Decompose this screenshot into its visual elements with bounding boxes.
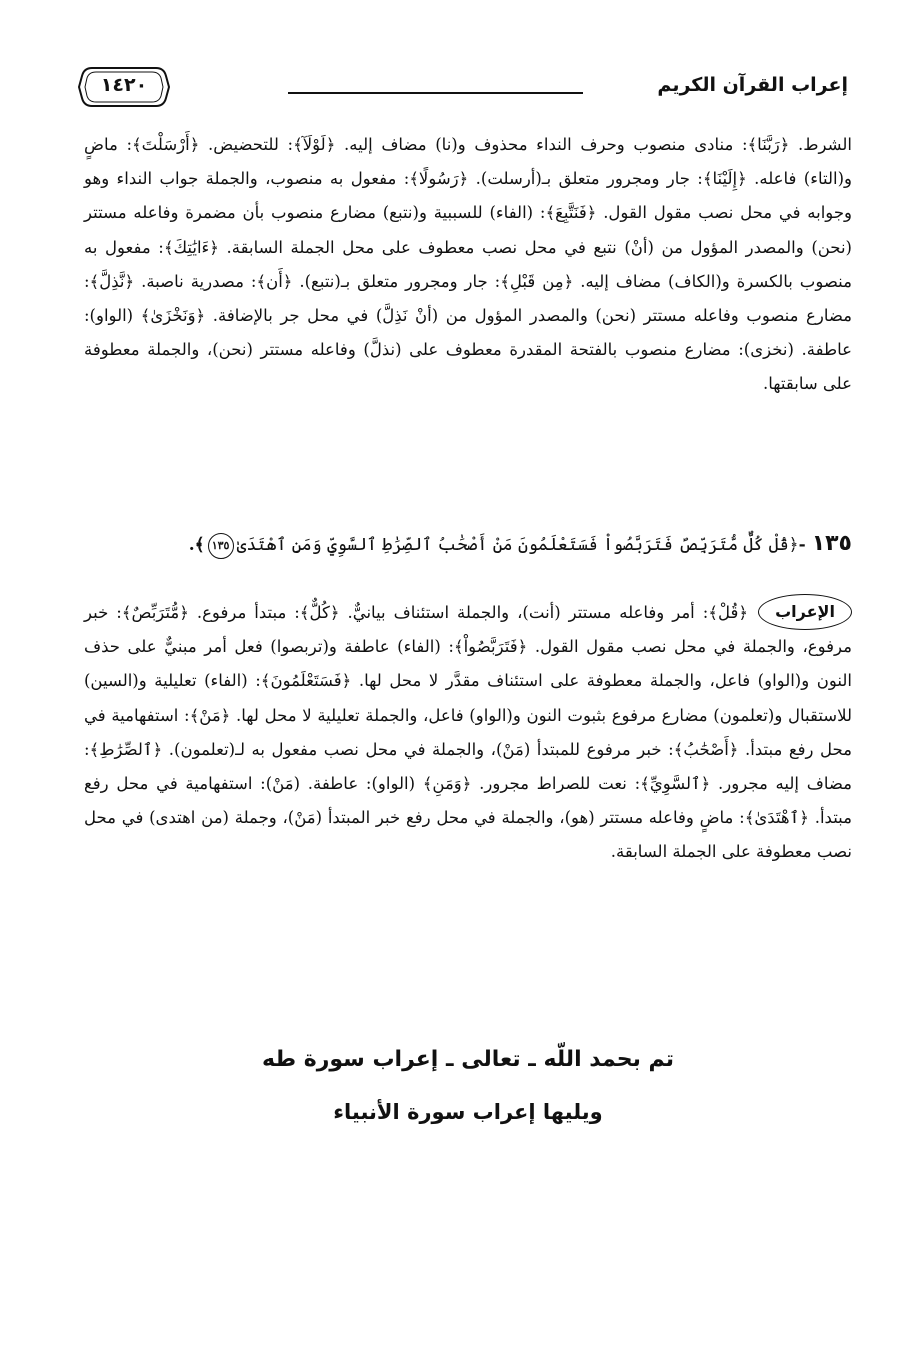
closing-block	[84, 1040, 852, 1132]
verse-number: ١٣٥	[811, 531, 852, 556]
book-title: إعراب القرآن الكريم	[657, 74, 848, 96]
page-number: ١٤٢٠	[100, 74, 148, 96]
paragraph-1	[84, 128, 852, 402]
paragraph-1-text: الشرط. ﴿رَبَّنَا﴾: منادى منصوب وحرف النداء محذوف و(نا) مضاف إليه. ﴿لَوْلَآ﴾: للتحضيض. ﴿أَرْسَلْتَ﴾: ماضٍ و(التاء) فاعله. ﴿إِلَيْنَا﴾: جار ومجرور متعلق بـ(أرسلت). ﴿رَسُولًا﴾: مفعول به منصوب، والجملة جواب النداء وهو وجوابه في محل نصب مقول القول. ﴿فَنَتَّبِعَ﴾: (الفاء) للسببية و(نتبع) مضارع منصوب بأن مضمرة وفاعله مستتر (نحن) والمصدر المؤول من (أنْ) نتبع في محل نصب معطوف على محل الجملة السابقة. ﴿ءَايَٰتِكَ﴾: مفعول به منصوب بالكسرة و(الكاف) مضاف إليه. ﴿مِن قَبْلِ﴾: جار ومجرور متعلق بـ(نتبع). ﴿أَن﴾: مصدرية ناصبة. ﴿نَّذِلَّ﴾: مضارع منصوب وفاعله مستتر (نحن) والمصدر المؤول من (أنْ نَذِلَّ) في محل جر بالإضافة. ﴿وَنَخْزَىٰ﴾ (الواو): عاطفة. (نخزى): مضارع منصوب بالفتحة المقدرة معطوف على (نذلَّ) وفاعله مستتر (نحن)، والجملة معطوفة على سابقتها.	[84, 135, 852, 394]
irab-label: الإعراب	[758, 594, 852, 630]
ayah-marker-icon: ١٣٥	[208, 533, 234, 559]
page-number-frame	[78, 64, 170, 110]
paragraph-2-text: ﴿قُلْ﴾: أمر وفاعله مستتر (أنت)، والجملة استئناف بيانيٌّ. ﴿كُلٌّ﴾: مبتدأ مرفوع. ﴿مُّتَرَبِّصٌ﴾: خبر مرفوع، والجملة في محل نصب مقول القول. ﴿فَتَرَبَّصُواْ﴾: (الفاء) عاطفة و(تربصوا) فعل أمر مبنيٌّ على حذف النون و(الواو) فاعل، والجملة معطوفة على استئناف مقدَّر لا محل لها. ﴿فَسَتَعْلَمُونَ﴾: (الفاء) تعليلية و(السين) للاستقبال و(تعلمون) مضارع مرفوع بثبوت النون و(الواو) فاعل، والجملة تعليلية لا محل لها. ﴿مَنْ﴾: استفهامية في محل رفع مبتدأ. ﴿أَصْحَٰبُ﴾: خبر مرفوع للمبتدأ (مَنْ)، والجملة في محل نصب مفعول به لـ(تعلمون). ﴿ٱلصِّرَٰطِ﴾: مضاف إليه مجرور. ﴿ٱلسَّوِيِّ﴾: نعت للصراط مجرور. ﴿وَمَنِ﴾ (الواو): عاطفة. (مَنْ): استفهامية في محل رفع مبتدأ. ﴿ٱهْتَدَىٰ﴾: ماضٍ وفاعله مستتر (هو)، والجملة في محل رفع خبر المبتدأ (مَنْ)، وجملة (من اهتدى) في محل نصب معطوفة على الجملة السابقة.	[84, 603, 852, 862]
paragraph-2	[84, 596, 852, 870]
closing-line-2: ويليها إعراب سورة الأنبياء	[333, 1100, 603, 1124]
page-header	[78, 62, 848, 118]
header-rule	[288, 92, 583, 94]
verse-text: ﴿قُلْ كُلٌّ مُّتَرَبِّصٌ فَتَرَبَّصُواْ فَسَتَعْلَمُونَ مَنْ أَصْحَٰبُ ٱلصِّرَٰطِ ٱلسَّوِيِّ وَمَنِ ٱهْتَدَىٰ	[236, 535, 799, 555]
verse-dash: -	[798, 535, 806, 555]
verse-line	[84, 524, 852, 564]
closing-line-1: تم بحمد اللّه ـ تعالى ـ إعراب سورة طه	[261, 1047, 675, 1072]
verse-closing: ﴾.	[188, 535, 205, 555]
